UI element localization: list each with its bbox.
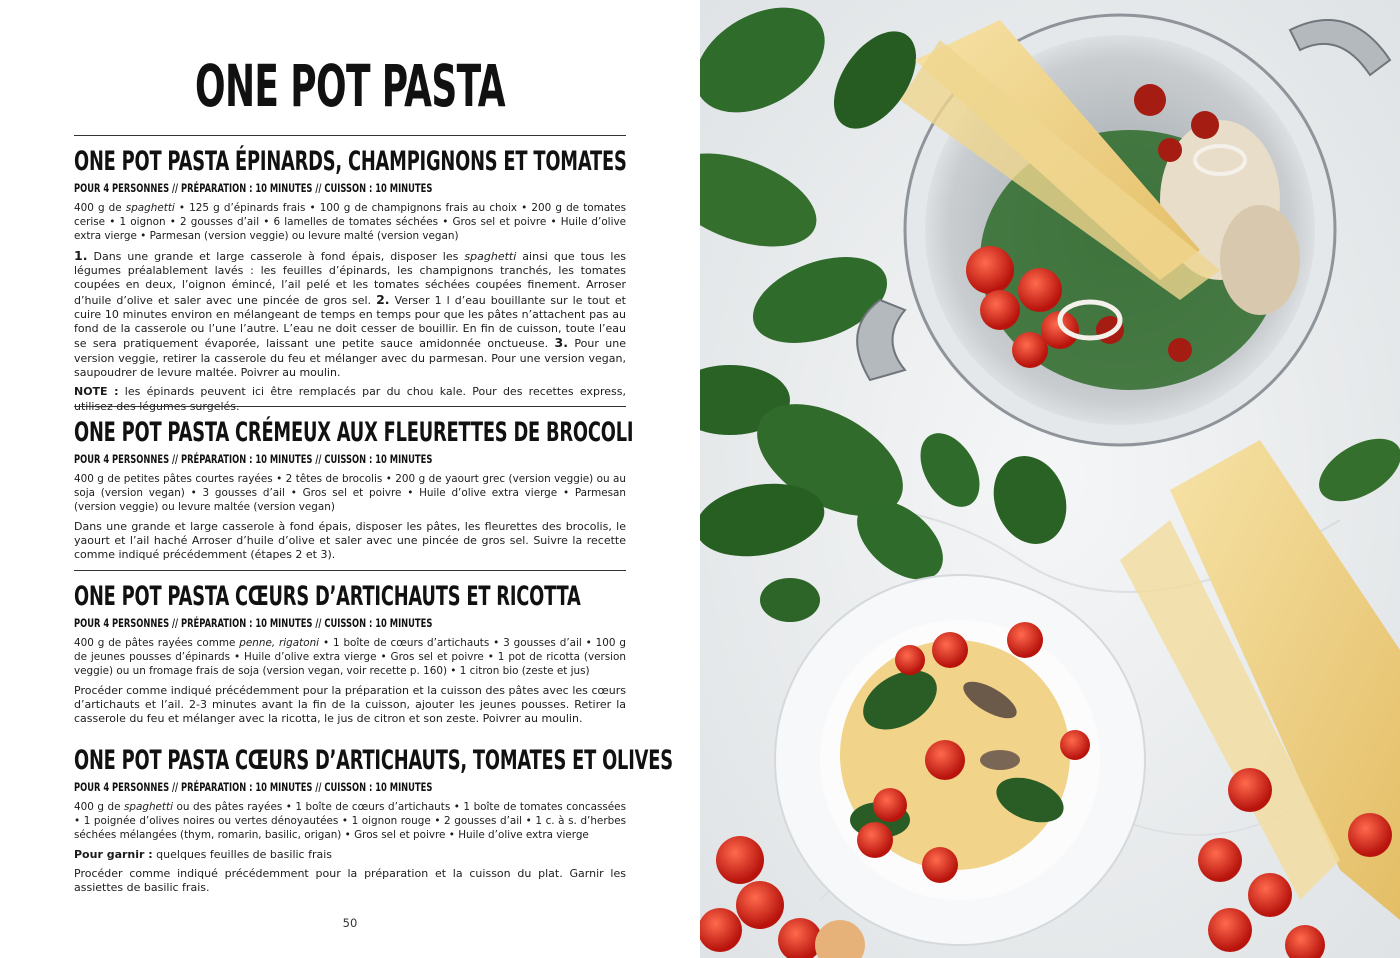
recipe-3 [74,582,626,727]
pasta-plate [775,575,1145,945]
garnish-text: quelques feuilles de basilic frais [152,847,333,861]
step-text: Pour une version veggie, retirer la casserole du feu et mélanger avec du parmesan. Pour une version vegan, saupoudrer de levure maltée. Poivrer au moulin. [74,337,627,379]
divider [74,406,626,407]
one-pot-pasta-photo [700,0,1400,958]
garnish-label: Pour garnir : [74,847,153,861]
ingredients-italic: spaghetti [123,801,173,813]
ingredients-text: 400 g de [74,801,124,813]
recipe-steps [74,249,626,381]
step-number: 1. [74,247,88,263]
recipe-title: ONE POT PASTA CŒURS D’ARTICHAUTS ET RICOTTA [74,581,581,612]
step-text: Verser 1 l d’eau bouillante sur le tout et cuire 10 minutes environ en mélangeant de temps en temps pour que les pâtes n’attachent pas au fond de la casserole ou l’une l’autre. L’eau ne doit cesser de bouillir. En fin de cuisson, toute l’eau se sera pratiquement évaporée, laissant une petite sauce amidonnée onctueuse. [74,293,626,351]
note-label: NOTE : [74,385,119,399]
recipe-note [74,385,626,414]
recipe-2 [74,417,634,563]
divider [74,135,626,136]
recipe-1 [74,147,626,414]
ingredients-text: 400 g de [74,202,126,214]
divider [74,570,626,571]
recipe-steps: Dans une grande et large casserole à fond épais, disposer les pâtes, les fleurettes des brocolis, le yaourt et l’ail haché Arroser d’huile d’olive et saler avec une pincée de gros sel. Suivre la recette comme indiqué précédemment (étapes 2 et 3). [74,519,626,562]
recipe-title: ONE POT PASTA ÉPINARDS, CHAMPIGNONS ET TOMATES [74,146,627,177]
recipe-meta: POUR 4 PERSONNES // PRÉPARATION : 10 MINUTES // CUISSON : 10 MINUTES [74,181,433,195]
recipe-meta: POUR 4 PERSONNES // PRÉPARATION : 10 MINUTES // CUISSON : 10 MINUTES [74,616,433,630]
ingredients-text: 400 g de pâtes rayées comme [74,637,240,649]
recipe-4 [74,745,673,896]
recipe-meta: POUR 4 PERSONNES // PRÉPARATION : 10 MINUTES // CUISSON : 10 MINUTES [74,780,433,794]
ingredients-italic: penne, rigatoni [239,637,320,649]
recipe-title: ONE POT PASTA CRÉMEUX AUX FLEURETTES DE BROCOLI [74,417,634,448]
step-text: ainsi que tous les légumes préalablement lavés : les feuilles d’épinards, les champignons tranchés, les tomates coupées en deux, l’oignon émincé, l’ail pelé et les tomates séchées coupées finement. Arroser d’huile d’olive et saler avec une pincée de gros sel. [74,249,626,307]
ingredients-text: ou des pâtes rayées • 1 boîte de cœurs d’artichauts • 1 boîte de tomates concassées • 1 poignée d’olives noires ou vertes dénoyautées • 1 oignon rouge • 2 gousses d’ail • 1 c. à s. d’herbes séchées mélangées (thym, romarin, basilic, origan) • Gros sel et poivre • Huile d’olive extra vierge [74,801,626,842]
food-photo-page [700,0,1400,958]
ingredients-text: • 1 boîte de cœurs d’artichauts • 3 gousses d’ail • 100 g de jeunes pousses d’épinards • Huile d’olive extra vierge • Gros sel et poivre • 1 pot de ricotta (version veggie) ou un fromage frais de soja (version vegan, voir recette p. 160) • 1 citron bio (zeste et jus) [74,637,626,678]
step-text: Dans une grande et large casserole à fond épais, disposer les [87,249,465,263]
recipe-garnish [74,848,626,862]
ingredients-italic: spaghetti [125,202,175,214]
recipe-ingredients [74,201,626,244]
step-number: 2. [376,291,390,307]
step-italic: spaghetti [464,249,517,263]
recipe-ingredients [74,800,626,843]
recipe-ingredients: 400 g de petites pâtes courtes rayées • 2 têtes de brocolis • 200 g de yaourt grec (version veggie) ou au soja (version vegan) • 3 gousses d’ail • Gros sel et poivre • Huile d’olive extra vierge • Parmesan (version veggie) ou levure maltée (version vegan) [74,473,626,514]
ingredients-text: • 125 g d’épinards frais • 100 g de champignons frais au choix • 200 g de tomates cerise • 1 oignon • 2 gousses d’ail • 6 lamelles de tomates séchées • Gros sel et poivre • Huile d’olive extra vierge • Parmesan (version veggie) ou levure malté (version vegan) [74,202,626,243]
recipe-ingredients [74,636,626,679]
note-text: les épinards peuvent ici être remplacés par du chou kale. Pour des recettes express, utilisez des légumes surgelés. [74,385,626,413]
recipe-steps: Procéder comme indiqué précédemment pour la préparation et la cuisson du plat. Garnir les assiettes de basilic frais. [74,866,626,895]
page-title: ONE POT PASTA [194,52,506,120]
recipe-meta: POUR 4 PERSONNES // PRÉPARATION : 10 MINUTES // CUISSON : 10 MINUTES [74,452,433,466]
recipe-steps: Procéder comme indiqué précédemment pour la préparation et la cuisson des pâtes avec les cœurs d’artichauts et l’ail. 2-3 minutes avant la fin de la cuisson, ajouter les jeunes pousses. Retirer la casserole du feu et mélanger avec la ricotta, le jus de citron et son zeste. Poivrer au moulin. [74,683,626,726]
recipe-title: ONE POT PASTA CŒURS D’ARTICHAUTS, TOMATES ET OLIVES [74,745,673,776]
page-number: 50 [342,916,358,930]
step-number: 3. [554,335,568,351]
